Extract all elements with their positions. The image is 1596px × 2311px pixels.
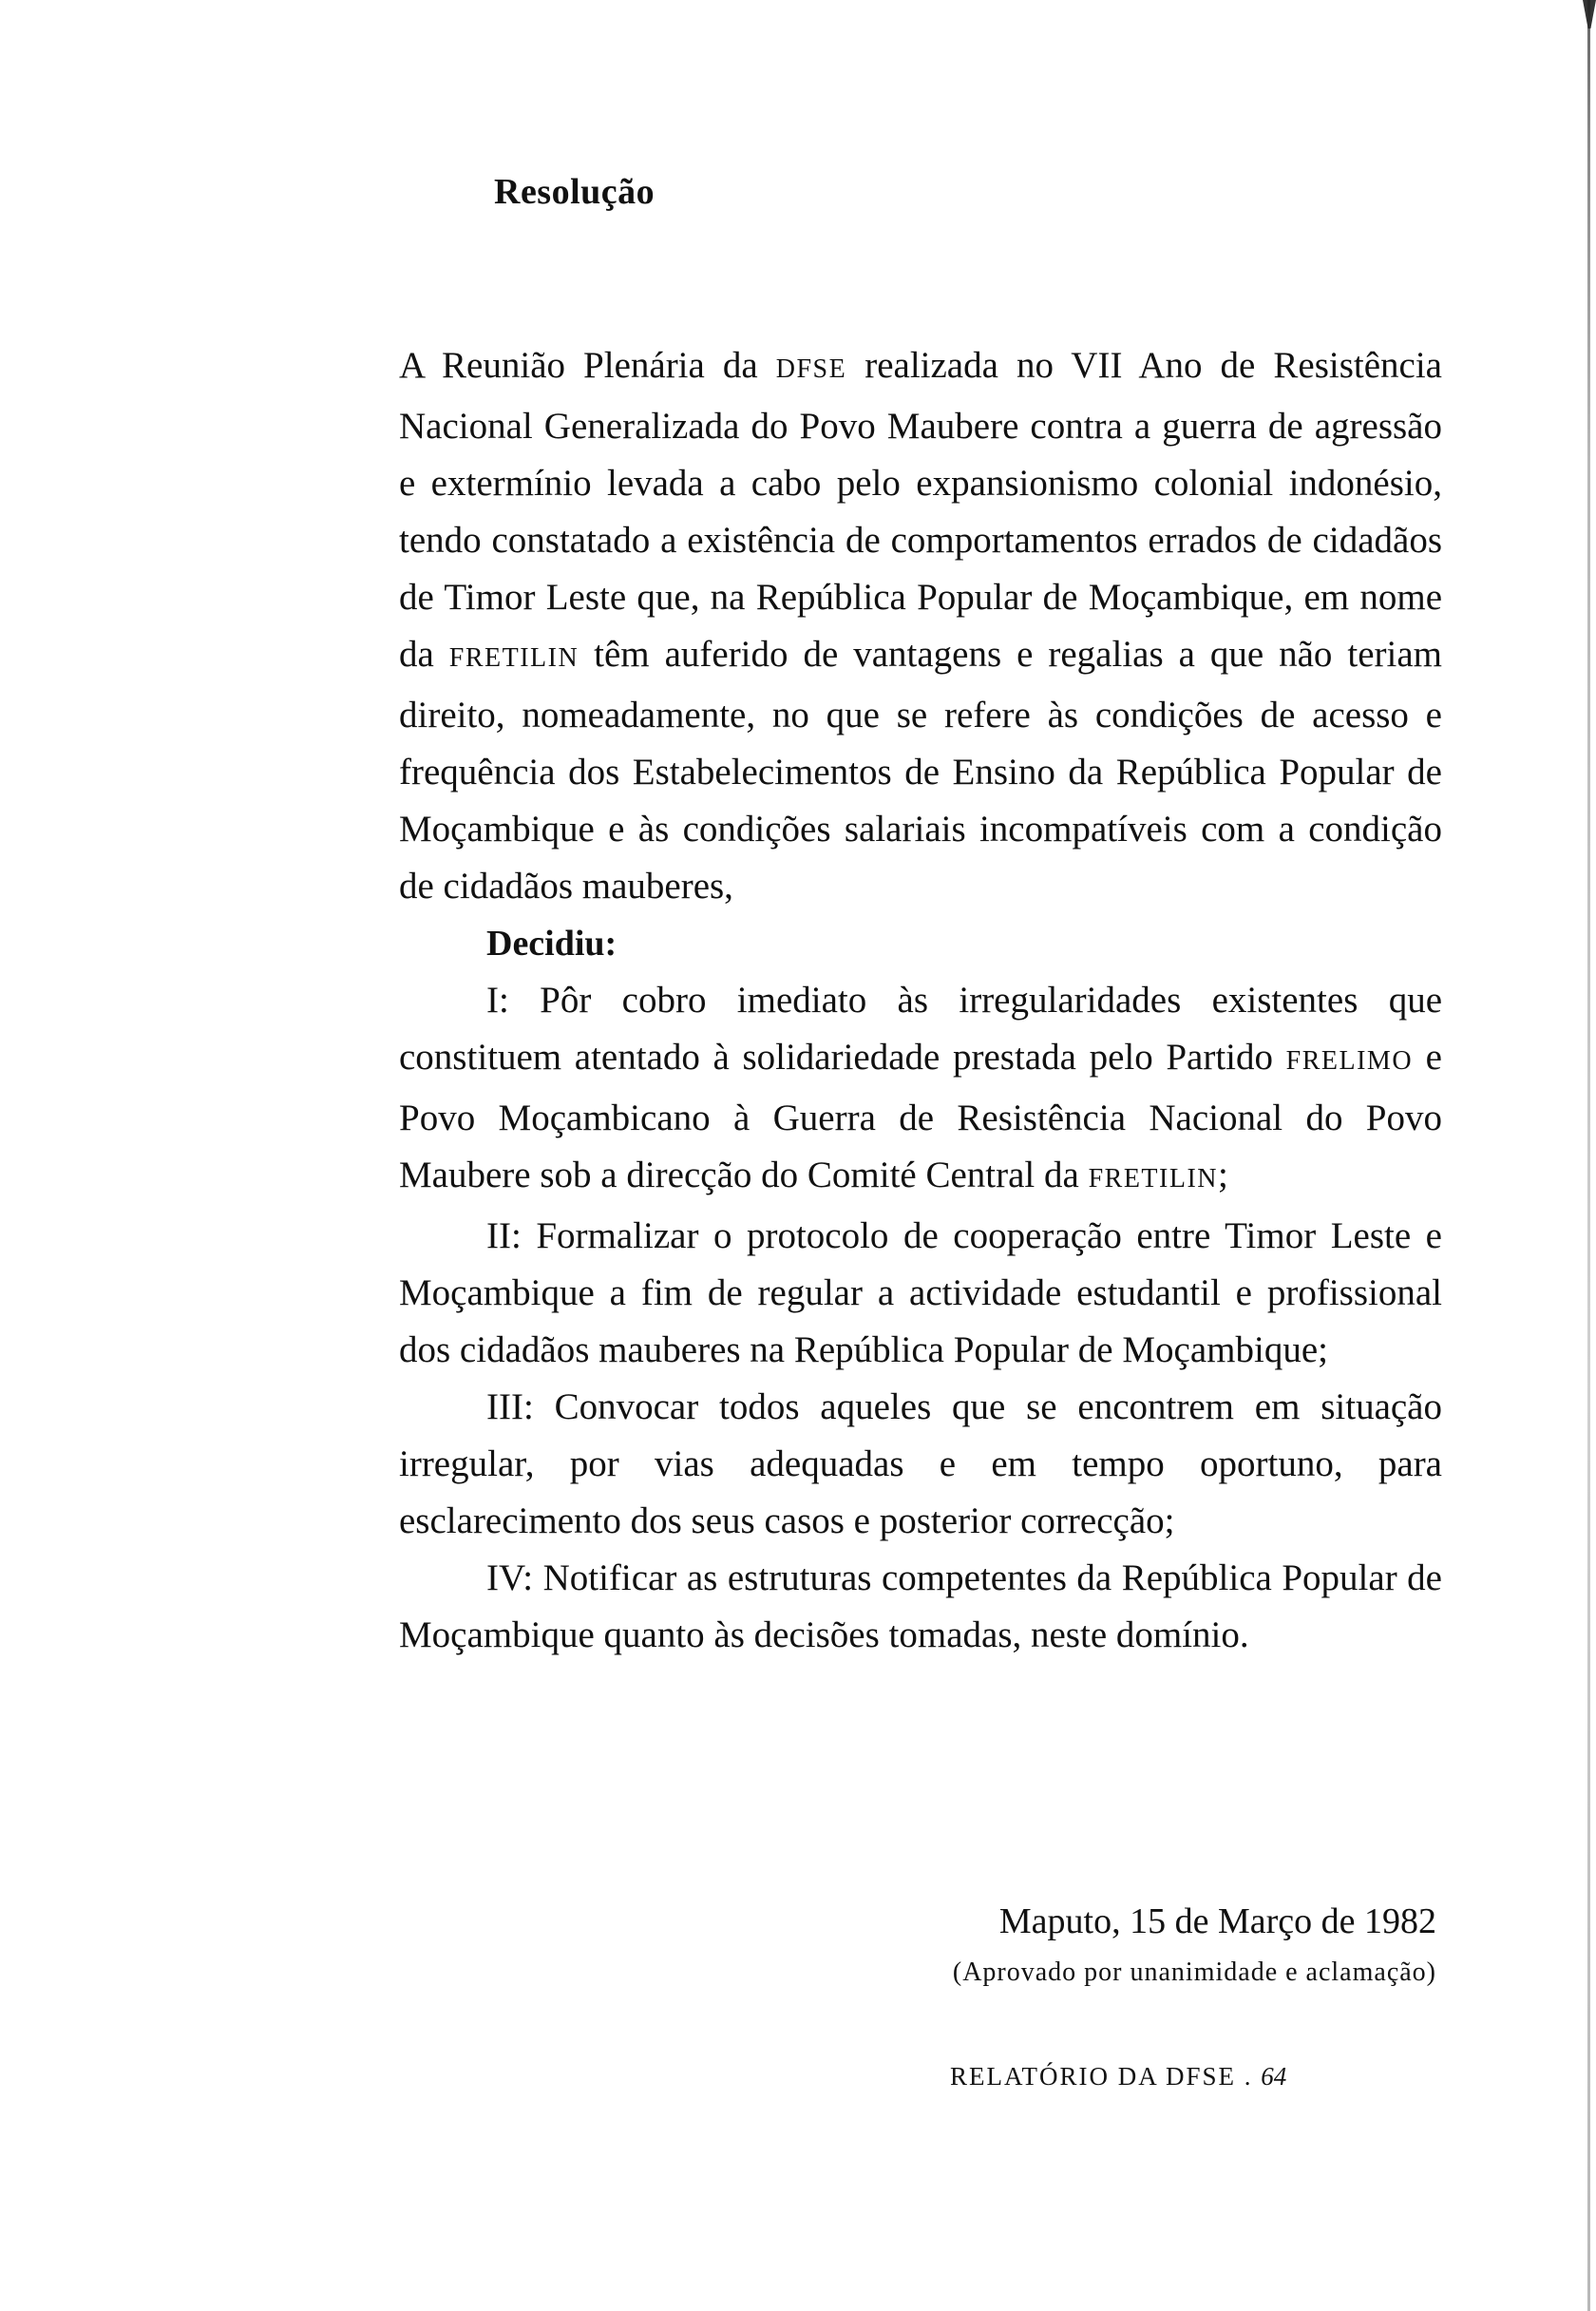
acronym-dfse: DFSE xyxy=(775,354,847,384)
decision-item-4: IV: Notificar as estruturas competentes da República Popular de Moçambique quanto às decisões tomadas, neste domínio. xyxy=(399,1557,1442,1655)
footer-separator: . xyxy=(1236,2062,1262,2091)
acronym-fretilin: FRETILIN xyxy=(448,643,580,673)
page-number: 64 xyxy=(1261,2062,1287,2091)
item1-text-2: e Povo Moçambicano à Guerra de Resistência Nacional do Povo Maubere sob a direcção do Comité Central da xyxy=(399,1037,1442,1195)
intro-text-2: realizada no VII Ano de Resistência Nacional Generalizada do Povo Maubere contra a guerra de agressão e extermínio levada a cabo pelo expansionismo colonial indonésio, tendo constatado a existência de comportamentos errados de cidadãos de Timor Leste que, na República Popular de Moçambique, em nome da xyxy=(399,345,1442,675)
item1-text-1: I: Pôr cobro imediato às irregularidades existentes que constituem atentado à solidariedade prestada pelo Partido xyxy=(399,980,1442,1078)
acronym-frelimo: FRELIMO xyxy=(1285,1046,1414,1076)
acronym-fretilin-2: FRETILIN xyxy=(1088,1164,1219,1194)
intro-text-1: A Reunião Plenária da xyxy=(399,345,776,386)
decision-item-3: III: Convocar todos aqueles que se encontrem em situação irregular, por vias adequadas e em tempo oportuno, para esclarecimento dos seus casos e posterior correcção; xyxy=(399,1386,1442,1541)
page-footer xyxy=(950,2062,1286,2091)
intro-text-3: têm auferido de vantagens e regalias a que não teriam direito, nomeadamente, no que se refere às condições de acesso e frequência dos Estabelecimentos de Ensino da República Popular de Moçambique e às condições salariais incompatíveis com a condição de cidadãos mauberes, xyxy=(399,634,1442,907)
decision-item-1 xyxy=(399,972,1442,1208)
decision-heading: Decidiu: xyxy=(486,924,618,964)
intro-paragraph xyxy=(399,337,1442,915)
item1-text-3: ; xyxy=(1218,1155,1228,1195)
place-date: Maputo, 15 de Março de 1982 xyxy=(998,1901,1436,1941)
page-title: Resolução xyxy=(494,172,656,212)
resolution-body xyxy=(399,337,1442,1664)
running-title: RELATÓRIO DA DFSE xyxy=(950,2062,1237,2091)
scan-edge-line xyxy=(1587,0,1590,2311)
decision-item-2: II: Formalizar o protocolo de cooperação entre Timor Leste e Moçambique a fim de regular a actividade estudantil e profissional dos cidadãos mauberes na República Popular de Moçambique; xyxy=(399,1215,1442,1370)
approval-note: (Aprovado por unanimidade e aclamação) xyxy=(952,1958,1436,1987)
